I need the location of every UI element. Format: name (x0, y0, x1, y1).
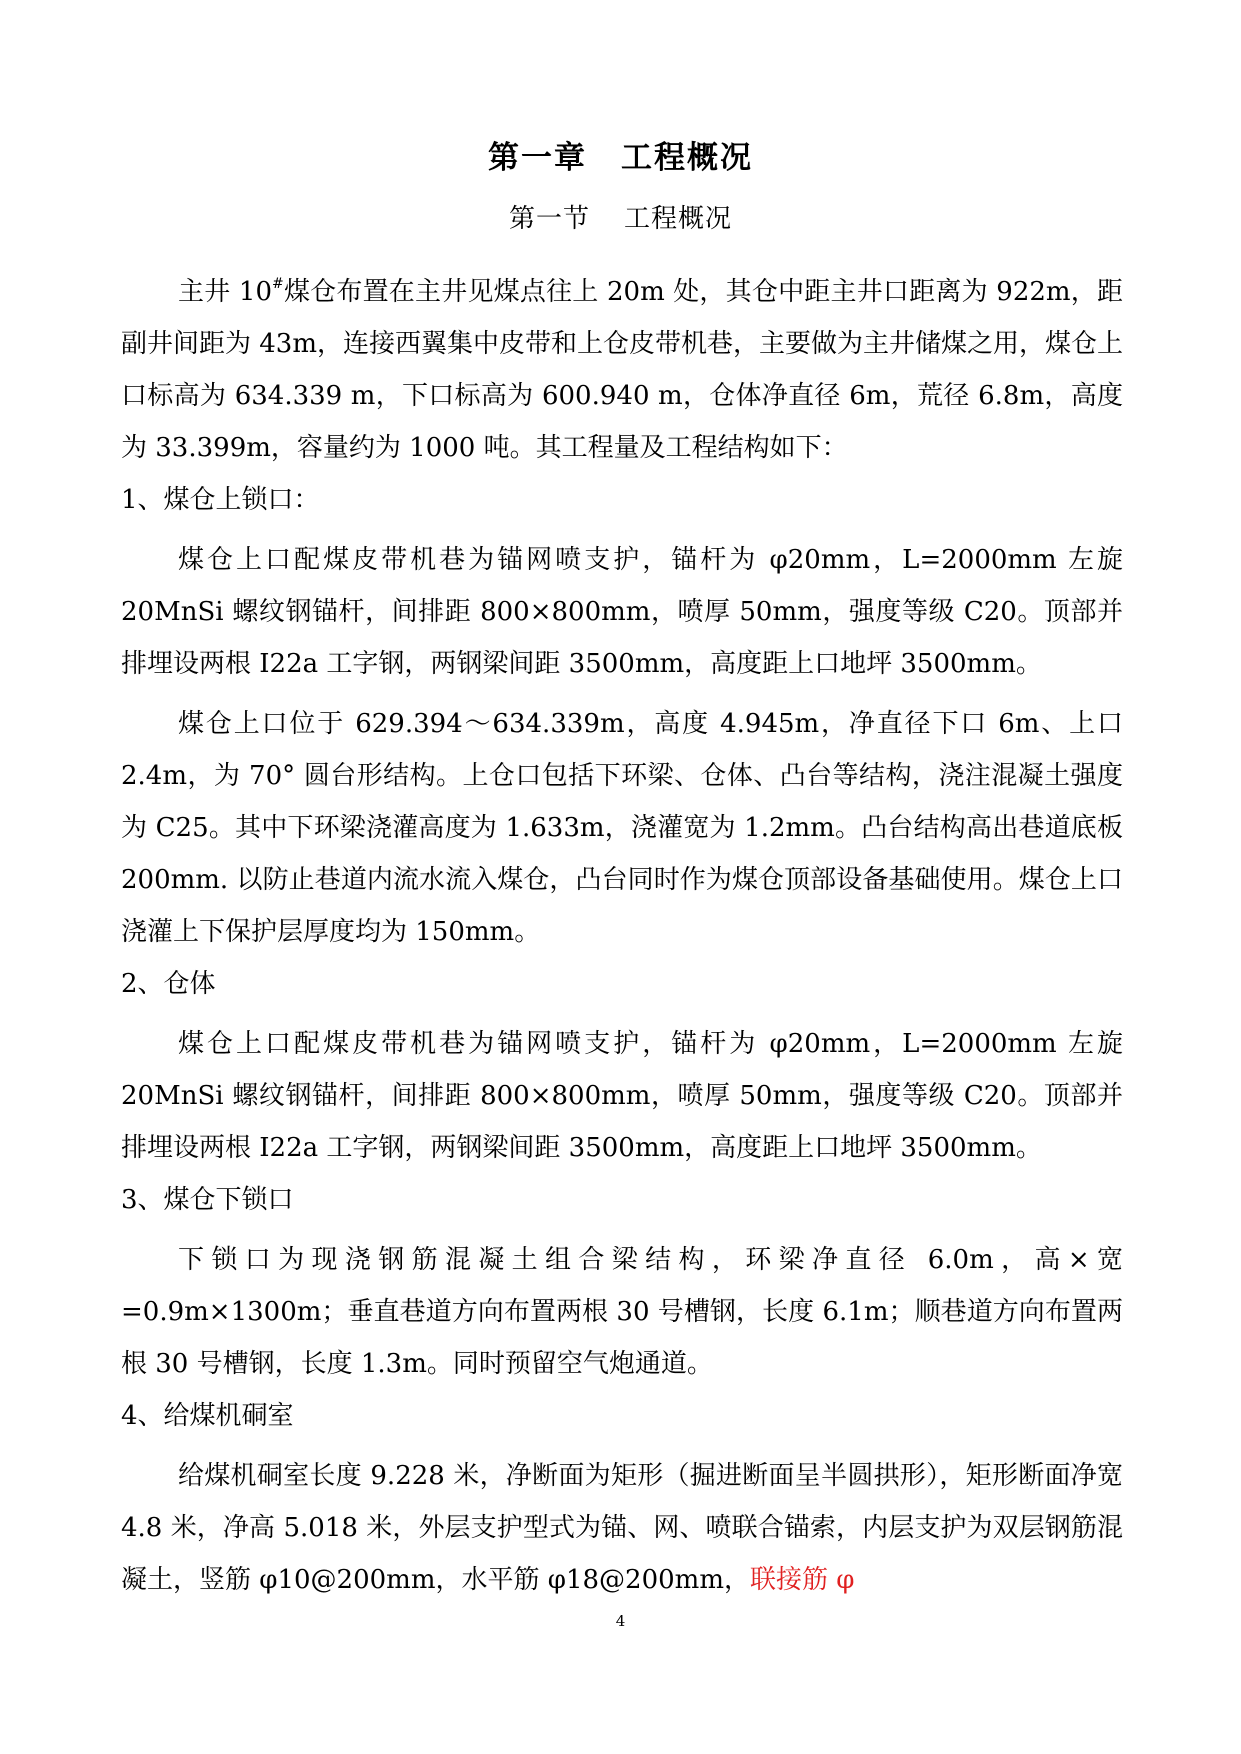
section-name: 工程概况 (624, 204, 733, 234)
section-3-paragraph-1: 下锁口为现浇钢筋混凝土组合梁结构，环梁净直径 6.0m，高×宽=0.9m×1300m；垂直巷道方向布置两根 30 号槽钢，长度 6.1m；顺巷道方向布置两根 30 号槽钢，长度 1.3m。同时预留空气炮通道。 (121, 1245, 1123, 1379)
intro-superscript: # (272, 276, 284, 292)
section-number: 第一节 (508, 204, 590, 234)
section-2-paragraph-1: 煤仓上口配煤皮带机巷为锚网喷支护，锚杆为 φ20mm，L=2000mm 左旋 20MnSi 螺纹钢锚杆，间排距 800×800mm，喷厚 50mm，强度等级 C20。顶部并排埋设两根 I22a 工字钢，两钢梁间距 3500mm，高度距上口地坪 3500mm。 (121, 1029, 1123, 1163)
chapter-name: 工程概况 (621, 140, 753, 176)
section-heading-4: 4、给煤机硐室 (121, 1401, 294, 1431)
section-1-paragraph-2: 煤仓上口位于 629.394～634.339m，高度 4.945m，净直径下口 6m、上口 2.4m，为 70° 圆台形结构。上仓口包括下环梁、仓体、凸台等结构，浇注混凝土强度为 C25。其中下环梁浇灌高度为 1.633m，浇灌宽为 1.2mm。凸台结构高出巷道底板 200mm. 以防止巷道内流水流入煤仓，凸台同时作为煤仓顶部设备基础使用。煤仓上口浇灌上下保护层厚度均为 150mm。 (121, 709, 1123, 947)
section-title (0, 198, 1241, 235)
page-number: 4 (615, 1612, 626, 1630)
highlighted-text: 联接筋 φ (749, 1565, 855, 1595)
chapter-title (0, 132, 1241, 177)
intro-lead: 主井 10 (178, 277, 272, 307)
section-heading-2: 2、仓体 (121, 969, 216, 999)
chapter-number: 第一章 (488, 140, 587, 176)
section-4-paragraph-1 (121, 1450, 1123, 1606)
section-1-paragraph-1: 煤仓上口配煤皮带机巷为锚网喷支护，锚杆为 φ20mm，L=2000mm 左旋 20MnSi 螺纹钢锚杆，间排距 800×800mm，喷厚 50mm，强度等级 C20。顶部并排埋设两根 I22a 工字钢，两钢梁间距 3500mm，高度距上口地坪 3500mm。 (121, 545, 1123, 679)
intro-rest: 煤仓布置在主井见煤点往上 20m 处，其仓中距主井口距离为 922m，距副井间距为 43m，连接西翼集中皮带和上仓皮带机巷，主要做为主井储煤之用，煤仓上口标高为 634.339 m，下口标高为 600.940 m，仓体净直径 6m，荒径 6.8m，高度为 33.399m，容量约为 1000 吨。其工程量及工程结构如下： (121, 277, 1124, 463)
section-heading-3: 3、煤仓下锁口 (121, 1185, 294, 1215)
section-4-paragraph-text: 给煤机硐室长度 9.228 米，净断面为矩形（掘进断面呈半圆拱形），矩形断面净宽 4.8 米，净高 5.018 米，外层支护型式为锚、网、喷联合锚索，内层支护为双层钢筋混凝土，竖筋 φ10@200mm，水平筋 φ18@200mm， (121, 1461, 1123, 1595)
section-heading-1: 1、煤仓上锁口： (121, 485, 320, 515)
intro-paragraph (121, 258, 1123, 474)
document-body (121, 258, 1123, 1606)
